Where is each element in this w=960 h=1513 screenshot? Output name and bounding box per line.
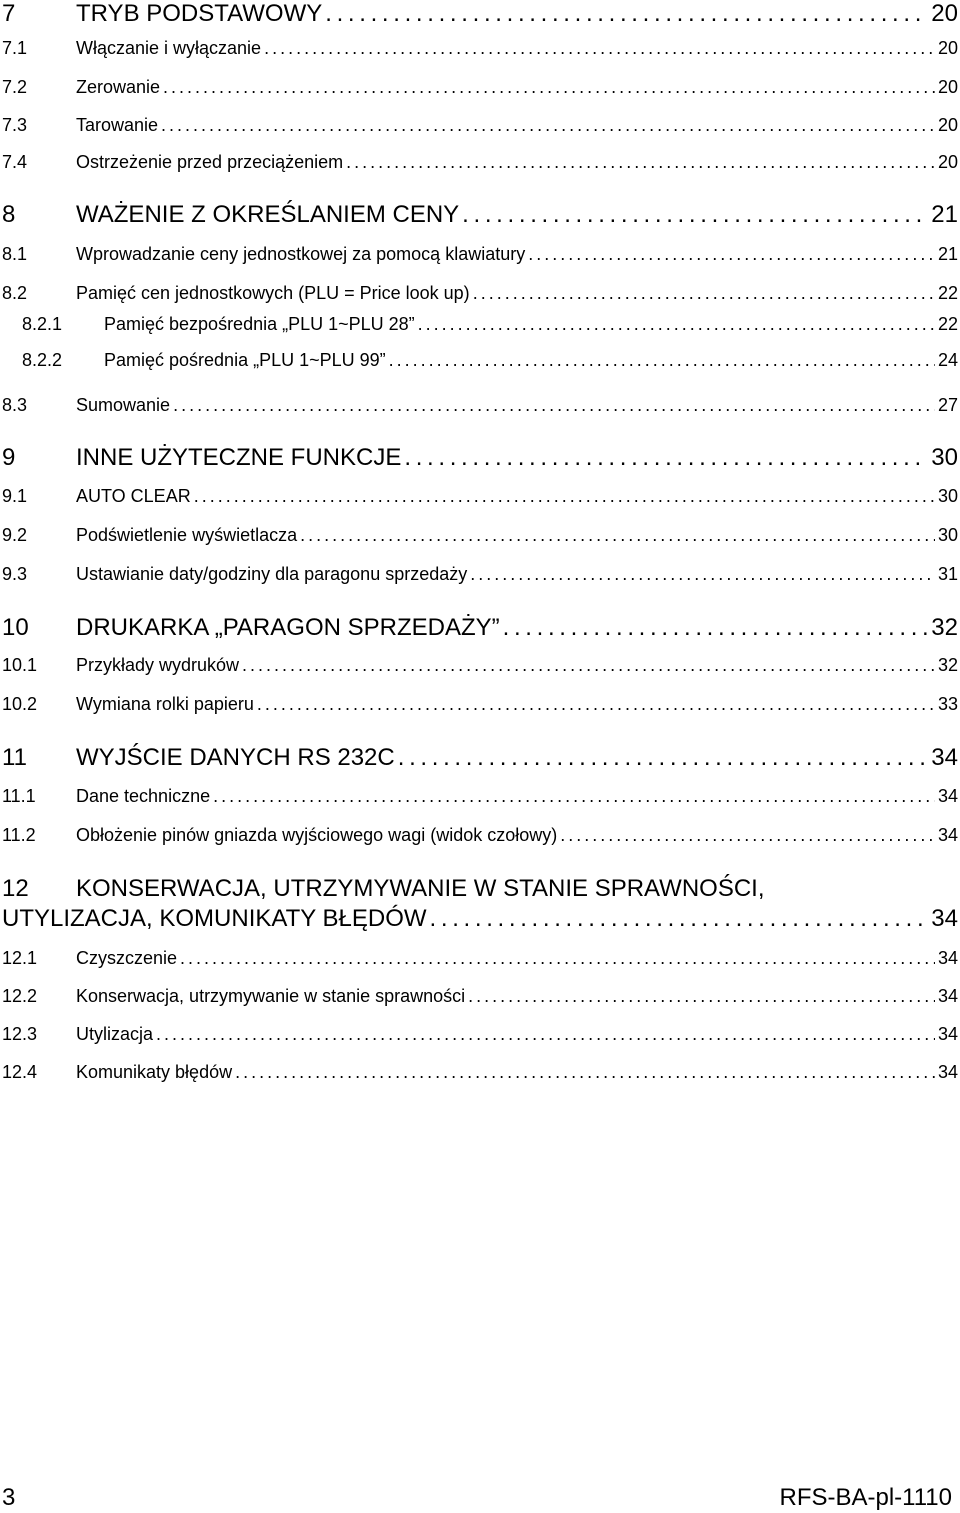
toc-title: DRUKARKA „PARAGON SPRZEDAŻY” [76,614,500,641]
toc-number: 8 [2,201,16,228]
toc-leader [161,115,935,136]
toc-number: 9.2 [2,525,28,545]
toc-entry-9-2[interactable] [2,525,958,546]
toc-title: WYJŚCIE DANYCH RS 232C [76,744,395,771]
toc-title: WAŻENIE Z OKREŚLANIEM CENY [76,201,460,228]
toc-page: 34 [931,744,958,771]
toc-leader [430,904,929,934]
toc-title: Konserwacja, utrzymywanie w stanie sprawności [76,986,466,1006]
toc-leader [404,444,928,472]
toc-number: 8.2.1 [22,314,63,334]
footer-page-number: 3 [2,1484,16,1511]
toc-leader [257,694,935,715]
toc-entry-7-4[interactable] [2,152,958,173]
toc-title: Obłożenie pinów gniazda wyjściowego wagi (widok czołowy) [76,825,558,845]
toc-title: Utylizacja [76,1024,154,1044]
toc-number: 7 [2,0,16,27]
toc-title: Podświetlenie wyświetlacza [76,525,298,545]
toc-page: 30 [931,444,958,471]
toc-page: 34 [937,948,958,968]
toc-title: INNE UŻYTECZNE FUNKCJE [76,444,402,471]
toc-page: 21 [931,201,958,228]
toc-number: 10.1 [2,655,38,675]
toc-entry-7-1[interactable] [2,38,958,59]
toc-leader [528,244,935,265]
toc-page: 24 [937,350,958,370]
toc-entry-11-2[interactable] [2,825,958,846]
toc-page: 32 [931,614,958,641]
toc-leader [180,948,935,969]
toc-title: Ostrzeżenie przed przeciążeniem [76,152,344,172]
toc-number: 7.1 [2,38,28,58]
toc-page: 20 [937,38,958,58]
toc-title: Przykłady wydruków [76,655,240,675]
toc-number: 10.2 [2,694,38,714]
toc-number: 12 [2,875,29,902]
toc-number: 7.3 [2,115,28,135]
toc-title: Czyszczenie [76,948,178,968]
toc-leader [470,564,935,585]
toc-leader [173,395,935,416]
toc-number: 11 [2,744,27,771]
toc-title-line-2: UTYLIZACJA, KOMUNIKATY BŁĘDÓW [2,905,427,932]
toc-leader [398,744,929,772]
toc-entry-8[interactable] [2,201,958,229]
toc-leader [473,283,935,304]
toc-leader [213,786,935,807]
toc-number: 12.4 [2,1062,38,1082]
toc-number: 7.2 [2,77,28,97]
toc-page: 32 [937,655,958,675]
toc-page: 34 [937,786,958,806]
toc-entry-11-1[interactable] [2,786,958,807]
toc-number: 9.1 [2,486,28,506]
toc-entry-8-1[interactable] [2,244,958,265]
toc-leader [418,314,935,335]
toc-page: 34 [937,1024,958,1044]
toc-page: 34 [937,1062,958,1082]
toc-number: 10 [2,614,29,641]
toc-number: 8.3 [2,395,28,415]
toc-title: Zerowanie [76,77,161,97]
toc-entry-7-3[interactable] [2,115,958,136]
toc-page: 20 [937,115,958,135]
toc-leader [462,201,928,229]
toc-entry-11[interactable] [2,744,958,772]
toc-leader [300,525,935,546]
toc-number: 11.1 [2,786,36,806]
toc-leader [468,986,935,1007]
toc-entry-10[interactable] [2,614,958,642]
toc-number: 8.2 [2,283,28,303]
toc-number: 9 [2,444,16,471]
toc-entry-8-2-1[interactable] [2,314,958,335]
toc-title: TRYB PODSTAWOWY [76,0,323,27]
footer-doc-id: RFS-BA-pl-1110 [779,1484,952,1511]
toc-entry-12-2[interactable] [2,986,958,1007]
toc-title: Wymiana rolki papieru [76,694,254,714]
toc-page: 30 [937,525,958,545]
toc-entry-12[interactable] [2,874,958,934]
toc-page: 31 [937,564,958,584]
toc-title: Wprowadzanie ceny jednostkowej za pomocą klawiatury [76,244,526,264]
toc-page: 22 [937,283,958,303]
toc-page: 34 [937,825,958,845]
toc-page: 33 [937,694,958,714]
toc-entry-8-3[interactable] [2,395,958,416]
toc-title: Pamięć cen jednostkowych (PLU = Price look up) [76,283,470,303]
toc-entry-9[interactable] [2,444,958,472]
toc-leader [503,614,929,642]
toc-title: Pamięć bezpośrednia „PLU 1~PLU 28” [104,314,415,334]
toc-title: Sumowanie [76,395,171,415]
toc-leader [264,38,935,59]
toc-page: 21 [937,244,958,264]
toc-page: 34 [937,986,958,1006]
toc-leader [560,825,935,846]
toc-leader [156,1024,935,1045]
toc-leader [194,486,935,507]
toc-number: 8.2.2 [22,350,63,370]
toc-entry-10-1[interactable] [2,655,958,676]
toc-number: 12.2 [2,986,38,1006]
toc-title: Tarowanie [76,115,159,135]
toc-entry-7[interactable] [2,0,958,28]
toc-title: AUTO CLEAR [76,486,191,506]
toc-leader [389,350,935,371]
toc-page: 30 [937,486,958,506]
toc-entry-10-2[interactable] [2,694,958,715]
toc-entry-9-1[interactable] [2,486,958,507]
toc-page: 27 [937,395,958,415]
toc-title: Pamięć pośrednia „PLU 1~PLU 99” [104,350,386,370]
toc-title-line-1: KONSERWACJA, UTRZYMYWANIE W STANIE SPRAWNOŚCI, [76,875,765,902]
toc-entry-7-2[interactable] [2,77,958,98]
toc-number: 11.2 [2,825,36,845]
toc-number: 8.1 [2,244,28,264]
toc-entry-12-4[interactable] [2,1062,958,1083]
toc-page: 34 [931,905,958,932]
toc-page: 22 [937,314,958,334]
toc-title: Komunikaty błędów [76,1062,233,1082]
toc-leader [325,0,928,28]
toc-page: 20 [937,77,958,97]
toc-entry-12-1[interactable] [2,948,958,969]
toc-title: Włączanie i wyłączanie [76,38,262,58]
toc-title: Dane techniczne [76,786,211,806]
toc-leader [242,655,935,676]
toc-entry-9-3[interactable] [2,564,958,585]
toc-number: 9.3 [2,564,28,584]
toc-leader [163,77,935,98]
toc-title: Ustawianie daty/godziny dla paragonu sprzedaży [76,564,468,584]
toc-leader [235,1062,935,1083]
toc-page: 20 [931,0,958,27]
toc-entry-12-3[interactable] [2,1024,958,1045]
toc-entry-8-2[interactable] [2,283,958,304]
toc-number: 12.1 [2,948,38,968]
toc-entry-8-2-2[interactable] [2,350,958,371]
toc-page: 20 [937,152,958,172]
toc-number: 12.3 [2,1024,38,1044]
toc-leader [346,152,935,173]
toc-number: 7.4 [2,152,28,172]
